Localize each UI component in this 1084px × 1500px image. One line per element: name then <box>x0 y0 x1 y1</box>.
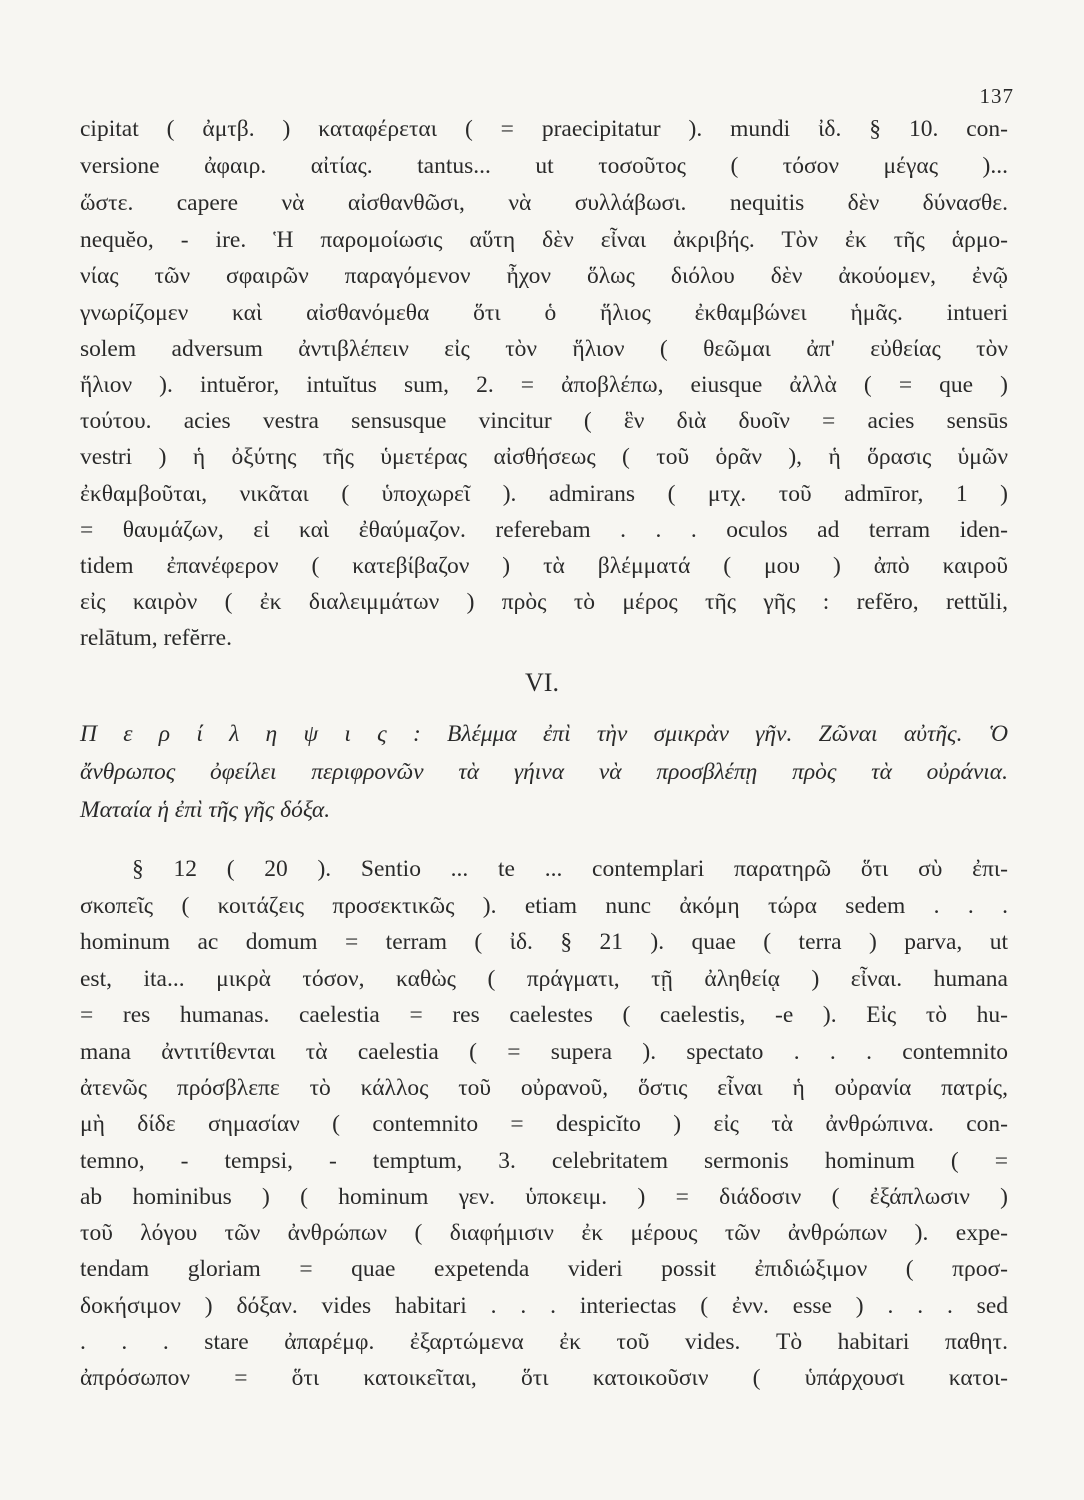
text-line: ἐκθαμβοῦται, νικᾶται ( ὑποχωρεῖ ). admirans ( μτχ. τοῦ admīror, 1 ) <box>80 481 1008 507</box>
text-line: versione ἀφαιρ. αἰτίας. tantus... ut τοσοῦτος ( τόσον μέγας )... <box>80 153 1008 179</box>
text-line: est, ita... μικρὰ τόσον, καθὼς ( πράγματι, τῇ ἀληθείᾳ ) εἶναι. humana <box>80 966 1008 992</box>
text-line: ab hominibus ) ( hominum γεν. ὑποκειμ. ) = διάδοσιν ( ἐξάπλωσιν ) <box>80 1184 1008 1210</box>
synopsis-line: Ματαία ἡ ἐπὶ τῆς γῆς δόξα. <box>80 797 331 823</box>
text-line: temno, - tempsi, - temptum, 3. celebritatem sermonis hominum ( = <box>80 1148 1008 1174</box>
page-number: 137 <box>979 84 1014 108</box>
text-line: σκοπεῖς ( κοιτάζεις προσεκτικῶς ). etiam nunc ἀκόμη τώρα sedem . . . <box>80 893 1008 919</box>
text-line: ἥλιον ). intuĕror, intuĭtus sum, 2. = ἀποβλέπω, eiusque ἀλλὰ ( = que ) <box>80 372 1008 398</box>
text-line: μὴ δίδε σημασίαν ( contemnito = despicĭto ) εἰς τὰ ἀνθρώπινα. con- <box>80 1111 1008 1137</box>
text-line: γνωρίζομεν καὶ αἰσθανόμεθα ὅτι ὁ ἥλιος ἐκθαμβώνει ἡμᾶς. intueri <box>80 300 1008 326</box>
text-line: ἀπρόσωπον = ὅτι κατοικεῖται, ὅτι κατοικοῦσιν ( ὑπάρχουσι κατοι- <box>80 1365 1008 1391</box>
text-line: = θαυμάζων, εἰ καὶ ἐθαύμαζον. referebam . . . oculos ad terram iden- <box>80 517 1008 543</box>
text-line: εἰς καιρὸν ( ἐκ διαλειμμάτων ) πρὸς τὸ μέρος τῆς γῆς : refĕro, rettŭli, <box>80 589 1008 615</box>
synopsis-line: ἄνθρωπος ὀφείλει περιφρονῶν τὰ γήινα νὰ προσβλέπῃ πρὸς τὰ οὐράνια. <box>80 759 1008 785</box>
text-line: relātum, refĕrre. <box>80 625 232 651</box>
text-line: cipitat ( ἀμτβ. ) καταφέρεται ( = praecipitatur ). mundi ἰδ. § 10. con- <box>80 116 1008 142</box>
text-line: τούτου. acies vestra sensusque vincitur ( ἓν διὰ δυοῖν = acies sensūs <box>80 408 1008 434</box>
text-line: tendam gloriam = quae expetenda videri possit ἐπιδιώξιμον ( προσ- <box>80 1256 1008 1282</box>
text-line: ἀτενῶς πρόσβλεπε τὸ κάλλος τοῦ οὐρανοῦ, ὅστις εἶναι ἡ οὐρανία πατρίς, <box>80 1075 1008 1101</box>
text-line: vestri ) ἡ ὀξύτης τῆς ὑμετέρας αἰσθήσεως ( τοῦ ὁρᾶν ), ἡ ὅρασις ὑμῶν <box>80 444 1008 470</box>
text-line: . . . stare ἀπαρέμφ. ἐξαρτώμενα ἐκ τοῦ vides. Τὸ habitari παθητ. <box>80 1329 1008 1355</box>
text-line: ὥστε. capere νὰ αἰσθανθῶσι, νὰ συλλάβωσι. nequitis δὲν δύνασθε. <box>80 190 1008 216</box>
text-line: δοκήσιμον ) δόξαν. vides habitari . . . interiectas ( ἐνν. esse ) . . . sed <box>80 1293 1008 1319</box>
text-line: τοῦ λόγου τῶν ἀνθρώπων ( διαφήμισιν ἐκ μέρους τῶν ἀνθρώπων ). expe- <box>80 1220 1008 1246</box>
text-line: solem adversum ἀντιβλέπειν εἰς τὸν ἥλιον ( θεῶμαι ἀπ' εὐθείας τὸν <box>80 336 1008 362</box>
text-line: nequĕo, - ire. Ἡ παρομοίωσις αὕτη δὲν εἶναι ἀκριβής. Τὸν ἐκ τῆς ἁρμο- <box>80 227 1008 253</box>
text-line: tidem ἐπανέφερον ( κατεβίβαζον ) τὰ βλέμματά ( μου ) ἀπὸ καιροῦ <box>80 553 1008 579</box>
section-heading: VI. <box>525 668 559 697</box>
text-line: mana ἀντιτίθενται τὰ caelestia ( = supera ). spectato . . . contemnito <box>80 1039 1008 1065</box>
text-line: = res humanas. caelestia = res caelestes ( caelestis, -e ). Εἰς τὸ hu- <box>80 1002 1008 1028</box>
text-line: hominum ac domum = terram ( ἰδ. § 21 ). quae ( terra ) parva, ut <box>80 929 1008 955</box>
synopsis-line: Π ε ρ ί λ η ψ ι ς : Βλέμμα ἐπὶ τὴν σμικρὰν γῆν. Ζῶναι αὐτῆς. Ὁ <box>80 721 1008 747</box>
text-line: § 12 ( 20 ). Sentio ... te ... contemplari παρατηρῶ ὅτι σὺ ἐπι- <box>132 856 1008 882</box>
text-line: νίας τῶν σφαιρῶν παραγόμενον ἦχον ὅλως διόλου δὲν ἀκούομεν, ἐνῷ <box>80 263 1008 289</box>
